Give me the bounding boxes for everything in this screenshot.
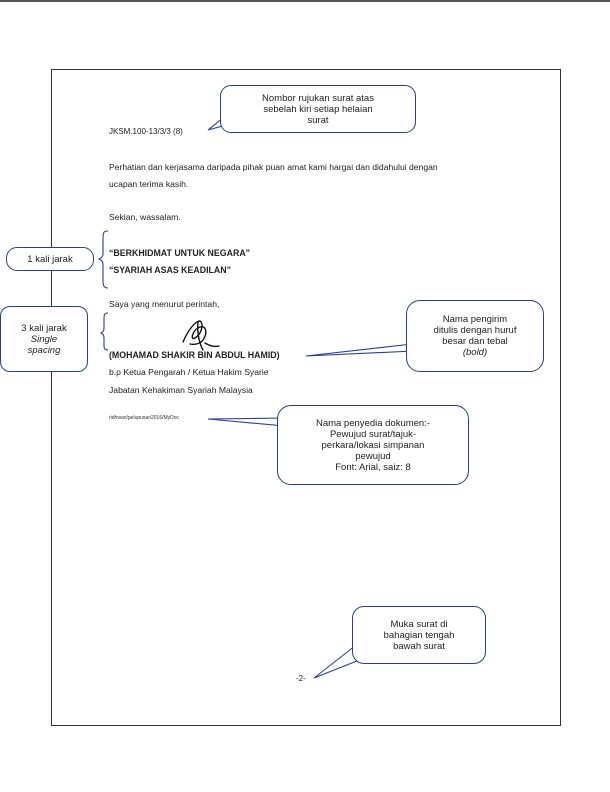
callout-page-line-3: bawah surat [393, 640, 445, 652]
callout-ref-line-3: surat [307, 114, 329, 126]
pointer-preparer [208, 418, 285, 426]
document-path: ridhwan/pelupusan2016/MyDoc [109, 415, 180, 421]
callout-three-spacing [0, 306, 88, 372]
sender-name: (MOHAMAD SHAKIR BIN ABDUL HAMID) [109, 350, 280, 360]
callout-one-spacing [6, 247, 94, 271]
callout-reference-number [220, 85, 416, 133]
callout-document-preparer [277, 405, 469, 485]
callout-sender-line-2: ditulis dengan huruf [433, 325, 517, 336]
callout-page-line-1: Muka surat di [390, 618, 448, 630]
reference-number: JKSM.100-13/3/3 (8) [109, 127, 183, 136]
callout-ref-line-1: Nombor rujukan surat atas [262, 92, 374, 104]
sign-off: Saya yang menurut perintah, [109, 299, 220, 309]
motto-line-2: “SYARIAH ASAS KEADILAN” [109, 265, 232, 275]
callout-page-number [352, 606, 486, 664]
pointer-sender [306, 344, 414, 356]
closing-greeting: Sekian, wassalam. [109, 212, 181, 222]
body-text-line-1: Perhatian dan kerjasama daripada pihak puan amat kami hargai dan didahului dengan [109, 162, 438, 172]
callout-preparer-line-4: pewujud [355, 450, 391, 462]
callout-preparer-line-2: Pewujud surat/tajuk- [329, 428, 417, 440]
callout-sender-line-3: besar dan tebal [442, 336, 508, 347]
callout-sender-line-1: Nama pengirim [442, 314, 508, 325]
department-name: Jabatan Kehakiman Syariah Malaysia [109, 385, 253, 395]
callout-sender-name [406, 300, 544, 372]
brace-one-spacing [99, 231, 108, 288]
sender-title: b.p Ketua Pengarah / Ketua Hakim Syarie [109, 367, 269, 377]
callout-one-spacing-text: 1 kali jarak [27, 253, 73, 265]
callout-preparer-line-5: Font: Arial, saiz: 8 [335, 461, 411, 473]
callout-ref-line-2: sebelah kiri setiap helaian [263, 103, 373, 115]
callout-page-line-2: bahagian tengah [383, 629, 455, 641]
body-text-line-2: ucapan terima kasih. [109, 179, 189, 189]
motto-line-1: “BERKHIDMAT UNTUK NEGARA” [109, 248, 251, 258]
callout-three-spacing-line-3: spacing [27, 344, 61, 356]
page-number: -2- [296, 674, 306, 683]
callout-preparer-line-1: Nama penyedia dokumen:- [315, 417, 431, 429]
brace-three-spacing [101, 313, 108, 350]
callout-three-spacing-line-2: Single [30, 333, 58, 345]
callout-three-spacing-line-1: 3 kali jarak [21, 322, 67, 334]
callout-sender-line-4: (bold) [462, 347, 488, 358]
callout-preparer-line-3: perkara/lokasi simpanan [321, 439, 425, 451]
signature [183, 321, 219, 350]
